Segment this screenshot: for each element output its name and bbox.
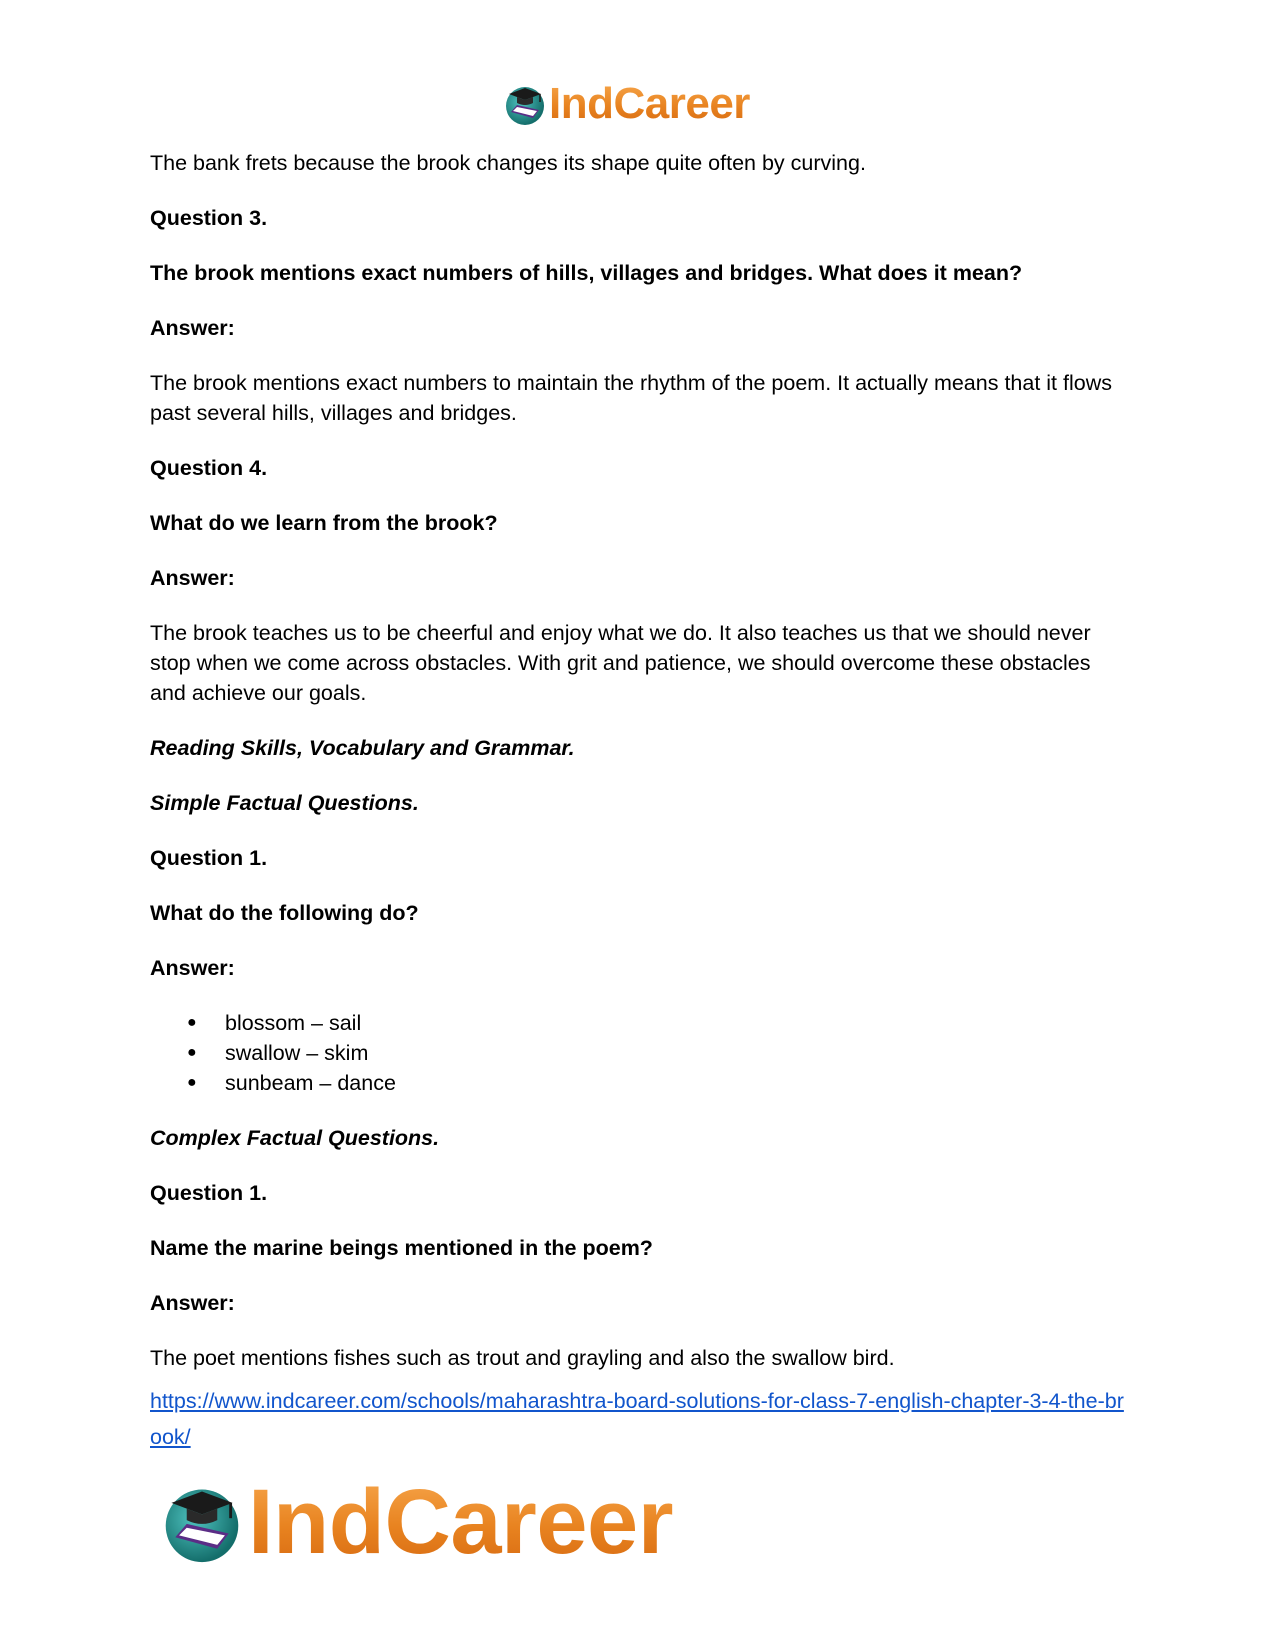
answer-label: Answer: (150, 956, 235, 980)
answer-label: Answer: (150, 566, 235, 590)
footer-logo (160, 1472, 673, 1572)
section-heading: Reading Skills, Vocabulary and Grammar. (150, 736, 575, 760)
graduation-cap-globe-icon (503, 82, 547, 126)
section-heading: Complex Factual Questions. (150, 1126, 440, 1150)
answer-label: Answer: (150, 1291, 235, 1315)
question-text: The brook mentions exact numbers of hills, villages and bridges. What does it mean? (150, 261, 1023, 285)
document-body (150, 148, 1130, 1455)
source-link[interactable]: https://www.indcareer.com/schools/maharashtra-board-solutions-for-class-7-english-chapter-3-4-the-brook/ (150, 1389, 1124, 1449)
question-label: Question 1. (150, 1181, 268, 1205)
section-heading: Simple Factual Questions. (150, 791, 419, 815)
header-logo (503, 80, 750, 128)
graduation-cap-globe-icon (160, 1480, 244, 1564)
answer-paragraph: The poet mentions fishes such as trout and grayling and also the swallow bird. (150, 1346, 895, 1370)
question-text: Name the marine beings mentioned in the poem? (150, 1236, 653, 1260)
bullet-icon: ● (187, 1014, 197, 1031)
answer-bullet-list (150, 1008, 1130, 1098)
logo-wordmark: IndCareer (549, 79, 750, 128)
answer-paragraph: The bank frets because the brook changes its shape quite often by curving. (150, 151, 866, 175)
answer-label: Answer: (150, 316, 235, 340)
question-label: Question 1. (150, 846, 268, 870)
logo-wordmark: IndCareer (248, 1471, 673, 1573)
answer-paragraph: The brook mentions exact numbers to maintain the rhythm of the poem. It actually means that it flows past several hills, villages and bridges. (150, 371, 1112, 425)
bullet-icon: ● (187, 1044, 197, 1061)
bullet-icon: ● (187, 1074, 197, 1091)
list-item-text: sunbeam – dance (225, 1071, 396, 1095)
question-text: What do we learn from the brook? (150, 511, 498, 535)
question-label: Question 3. (150, 206, 268, 230)
list-item-text: blossom – sail (225, 1011, 362, 1035)
answer-paragraph: The brook teaches us to be cheerful and enjoy what we do. It also teaches us that we should never stop when we come across obstacles. With grit and patience, we should overcome these obstacles and achieve our goals. (150, 621, 1091, 705)
question-text: What do the following do? (150, 901, 419, 925)
list-item-text: swallow – skim (225, 1041, 369, 1065)
list-item (150, 1008, 1130, 1038)
question-label: Question 4. (150, 456, 268, 480)
list-item (150, 1038, 1130, 1068)
list-item (150, 1068, 1130, 1098)
